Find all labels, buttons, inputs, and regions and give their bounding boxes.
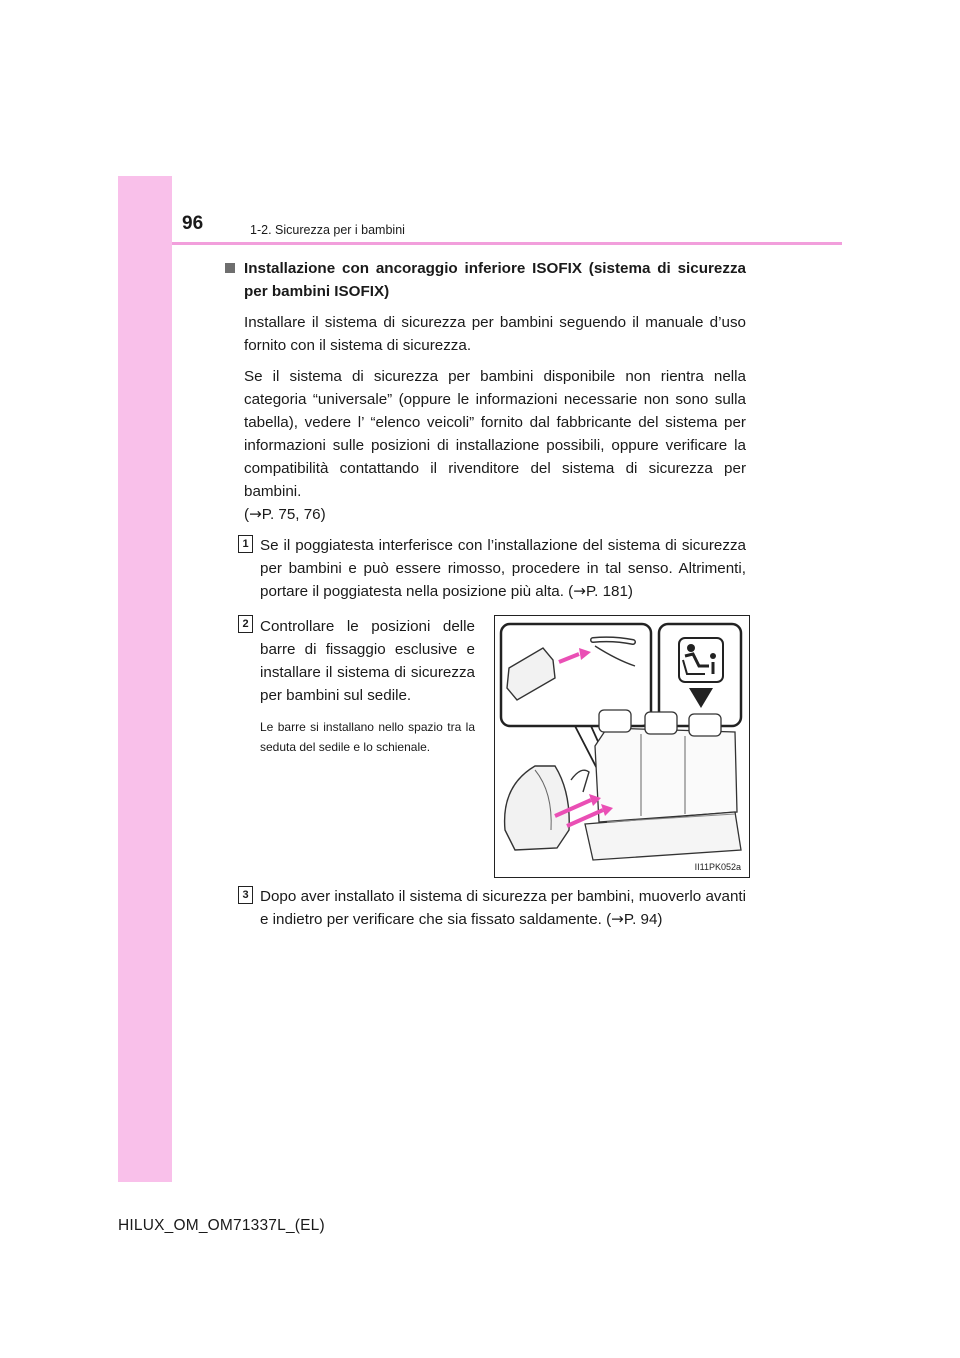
heading-text: Installazione con ancoraggio inferiore ISOFIX (sistema di sicurezza per bambini ISOFIX) <box>244 260 746 300</box>
step-1 <box>224 534 746 603</box>
step-reference: P. 181) <box>585 583 633 600</box>
right-arrow-icon: → <box>611 910 624 928</box>
figure-code: II11PK052a <box>694 862 741 872</box>
step-number-badge: 3 <box>238 886 253 904</box>
square-bullet-icon <box>225 263 235 273</box>
step-number-badge: 2 <box>238 615 253 633</box>
content-area <box>224 257 746 931</box>
step-note: Le barre si installano nello spazio tra la seduta del sedile e lo schienale. <box>260 720 475 754</box>
step-text: Controllare le posizioni delle barre di fissaggio esclusive e installare il sistema di sicurezza per bambini sul sedile. <box>260 618 475 704</box>
reference-line: (→P. 75, 76) <box>244 505 326 523</box>
isofix-illustration <box>494 615 750 878</box>
step-2 <box>224 615 746 877</box>
section-title: 1-2. Sicurezza per i bambini <box>250 223 405 237</box>
step-text: Dopo aver installato il sistema di sicurezza per bambini, muoverlo avanti e indietro per verificare che sia fissato saldamente. ( <box>260 888 746 928</box>
header-rule <box>172 242 842 245</box>
reference-text: P. 75, 76) <box>261 506 326 523</box>
footer-document-code: HILUX_OM_OM71337L_(EL) <box>118 1217 325 1234</box>
page-number: 96 <box>182 213 204 234</box>
side-color-band <box>118 176 172 1182</box>
paragraph-universal: Se il sistema di sicurezza per bambini disponibile non rientra nella categoria “universale” (oppure le informazioni necessarie non sono sulla tabella), vedere l’ “elenco veicoli” fornito dal fabbricante del sistema per informazioni sulle posizioni di installazione possibili, oppure verificare la compatibilità contattando il rivenditore del sistema di sicurezza per bambini. <box>244 368 746 500</box>
step-3 <box>224 885 746 931</box>
paragraph-manual: Installare il sistema di sicurezza per bambini seguendo il manuale d’uso fornito con il sistema di sicurezza. <box>244 314 746 354</box>
section-heading <box>224 257 746 303</box>
step-number-badge: 1 <box>238 535 253 553</box>
step-text: Se il poggiatesta interferisce con l’installazione del sistema di sicurezza per bambini e può essere rimosso, procedere in tal senso. Altrimenti, portare il poggiatesta nella posizione più alta. ( <box>260 537 746 600</box>
right-arrow-icon: → <box>249 505 262 523</box>
right-arrow-icon: → <box>573 582 586 600</box>
step-reference: P. 94) <box>623 911 663 928</box>
step-2-text-block <box>260 615 475 757</box>
